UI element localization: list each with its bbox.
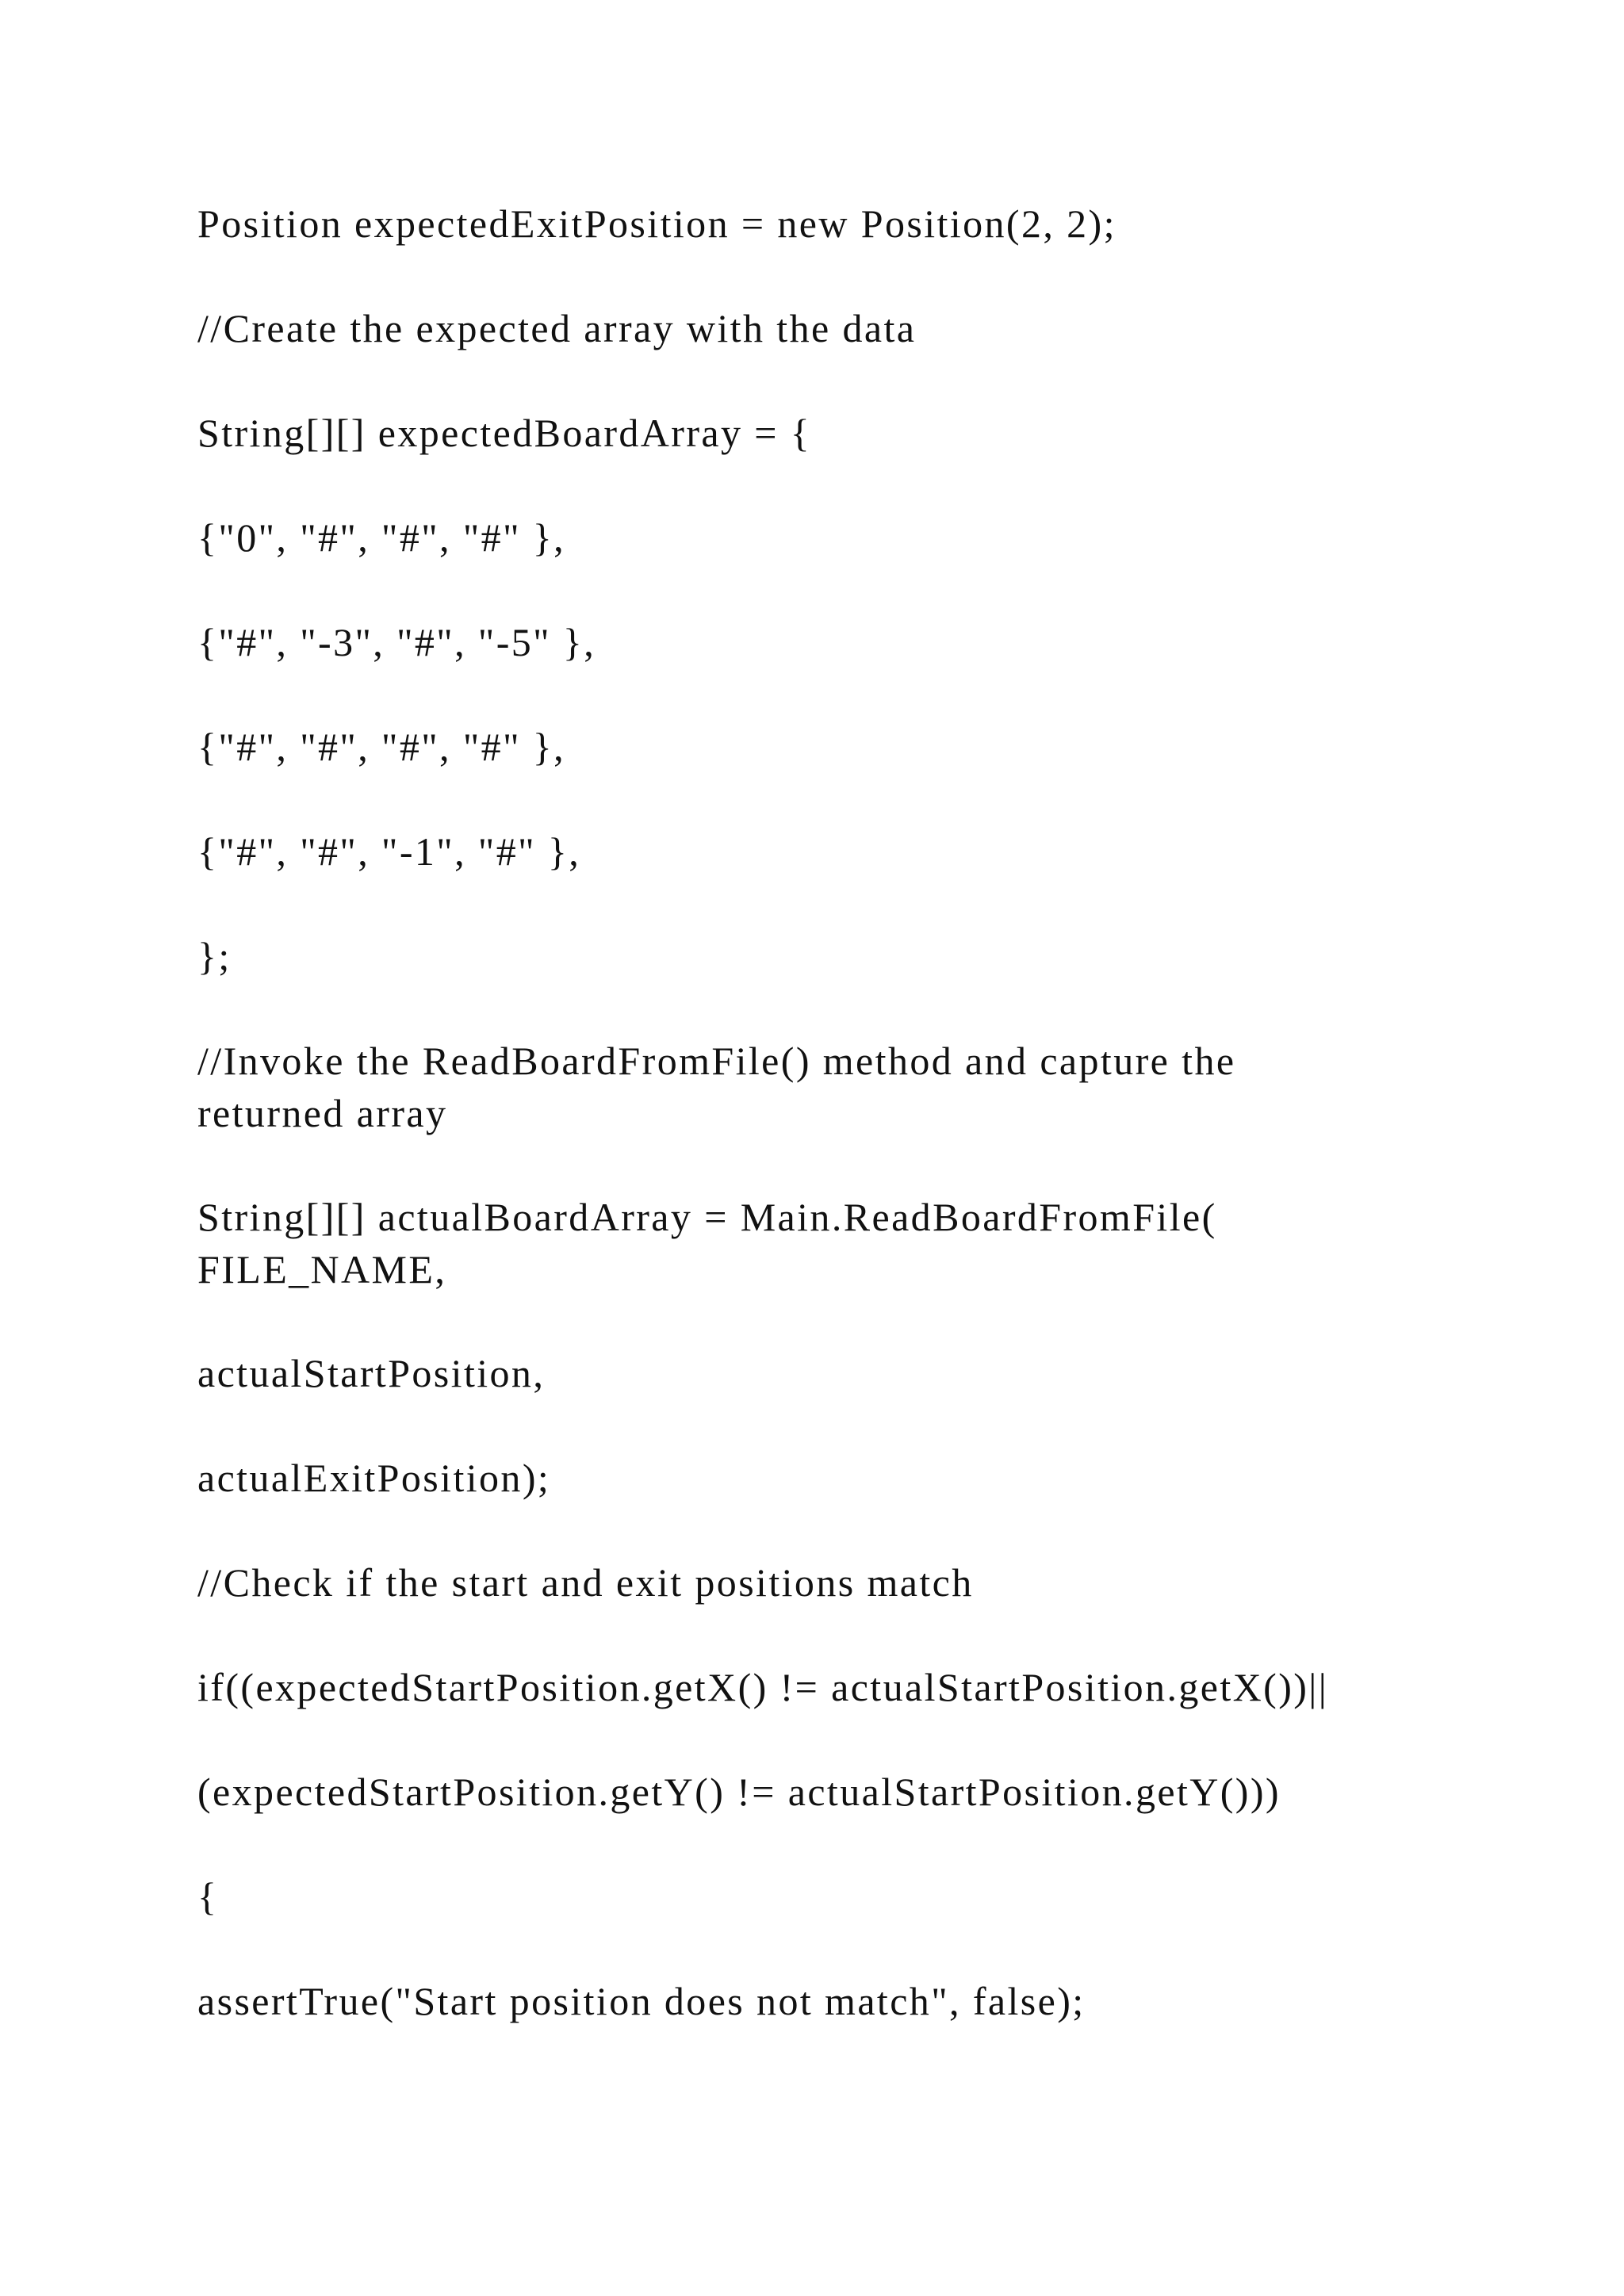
array-row-2: {"#", "-3", "#", "-5" }, [197, 620, 596, 664]
brace-open: { [197, 1874, 219, 1919]
array-row-1: {"0", "#", "#", "#" }, [197, 515, 566, 560]
code-line-7: (expectedStartPosition.getY() != actualStartPosition.getY())) [197, 1770, 1281, 1814]
code-line-3: String[][] actualBoardArray = Main.ReadBoardFromFile( FILE_NAME, [197, 1195, 1217, 1292]
array-row-4: {"#", "#", "-1", "#" }, [197, 829, 581, 874]
array-row-3: {"#", "#", "#", "#" }, [197, 725, 566, 769]
code-line-1: Position expectedExitPosition = new Position(2, 2); [197, 201, 1116, 246]
code-line-8: assertTrue("Start position does not match", false); [197, 1979, 1086, 2023]
comment-line-1: //Create the expected array with the data [197, 306, 917, 350]
comment-line-3: //Check if the start and exit positions match [197, 1560, 974, 1605]
code-line-5: actualExitPosition); [197, 1456, 551, 1500]
code-line-4: actualStartPosition, [197, 1351, 546, 1395]
comment-line-2: //Invoke the ReadBoardFromFile() method and capture the returned array [197, 1039, 1236, 1135]
code-line-6: if((expectedStartPosition.getX() != actualStartPosition.getX())|| [197, 1665, 1329, 1709]
array-close: }; [197, 934, 232, 978]
code-line-2: String[][] expectedBoardArray = { [197, 411, 812, 455]
